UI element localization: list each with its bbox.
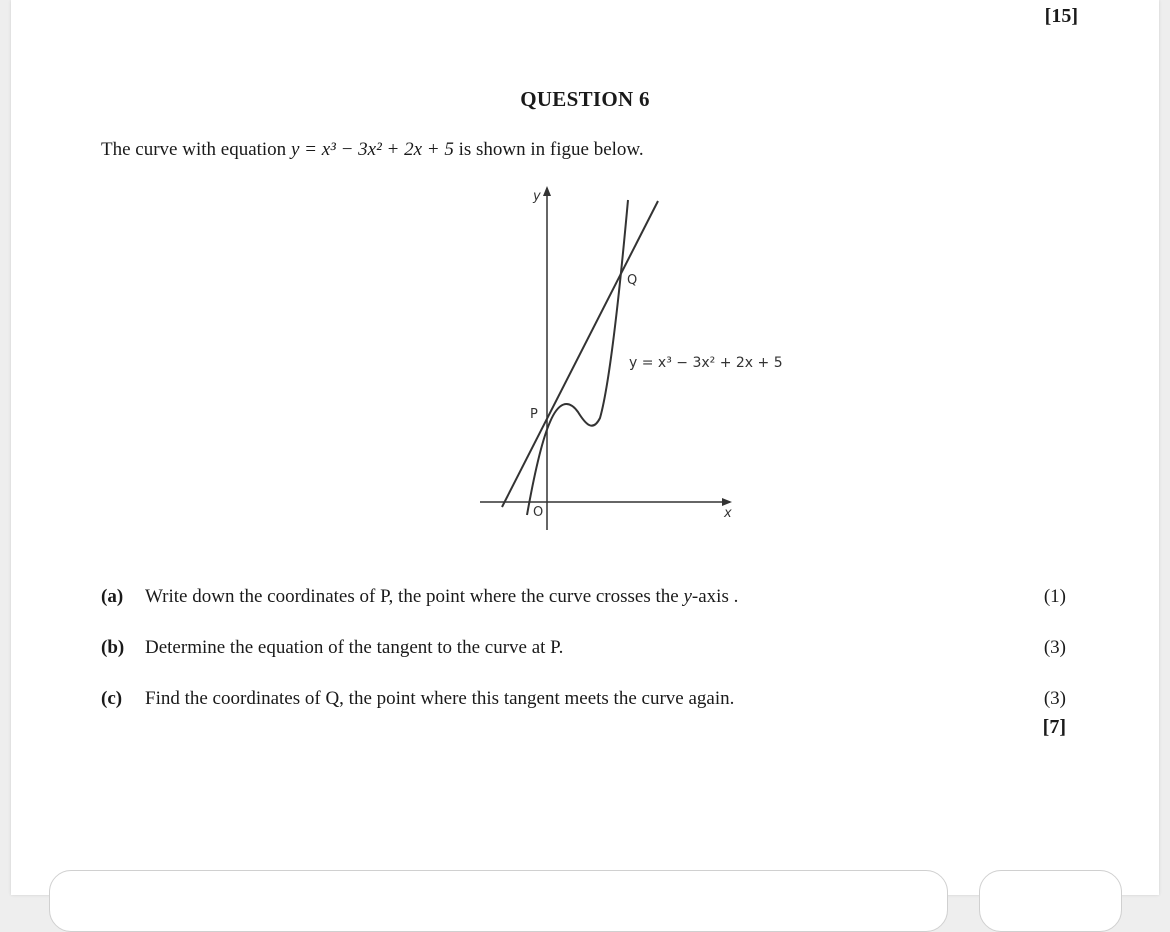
point-q-label: Q [627, 273, 638, 288]
bottom-card-right [979, 870, 1122, 932]
curve-figure [470, 180, 790, 540]
intro-text-after: is shown in figue below. [453, 139, 644, 160]
part-a-marks: (1) [1043, 586, 1066, 607]
curve-label: y = x³ − 3x² + 2x + 5 [629, 355, 783, 371]
x-axis-label: x [724, 506, 732, 521]
bottom-card-left [49, 870, 948, 932]
part-a-label: (a) [101, 586, 124, 607]
part-b-label: (b) [101, 637, 125, 658]
origin-label: O [533, 505, 544, 520]
part-b-text: Determine the equation of the tangent to the curve at P. [145, 637, 564, 658]
y-axis-label: y [533, 189, 541, 204]
part-c-label: (c) [101, 688, 123, 709]
point-p-label: P [530, 407, 538, 422]
section-total-marks: [7] [1042, 716, 1066, 738]
question-title: QUESTION 6 [520, 87, 650, 111]
part-a [101, 586, 738, 608]
question-intro [101, 139, 644, 161]
tangent-line [502, 201, 658, 507]
part-c-marks: (3) [1043, 688, 1066, 709]
part-a-italic: y [683, 586, 692, 607]
part-c-text: Find the coordinates of Q, the point where this tangent meets the curve again. [145, 688, 735, 709]
part-a-text-after: -axis . [691, 586, 739, 607]
part-a-text-before: Write down the coordinates of P, the point where the curve crosses the [145, 586, 684, 607]
intro-text-before: The curve with equation [101, 139, 291, 160]
intro-equation: y = x³ − 3x² + 2x + 5 [290, 139, 454, 160]
part-b-marks: (3) [1043, 637, 1066, 658]
part-c [101, 688, 734, 710]
part-b [101, 637, 563, 659]
total-marks: [15] [1044, 5, 1078, 27]
